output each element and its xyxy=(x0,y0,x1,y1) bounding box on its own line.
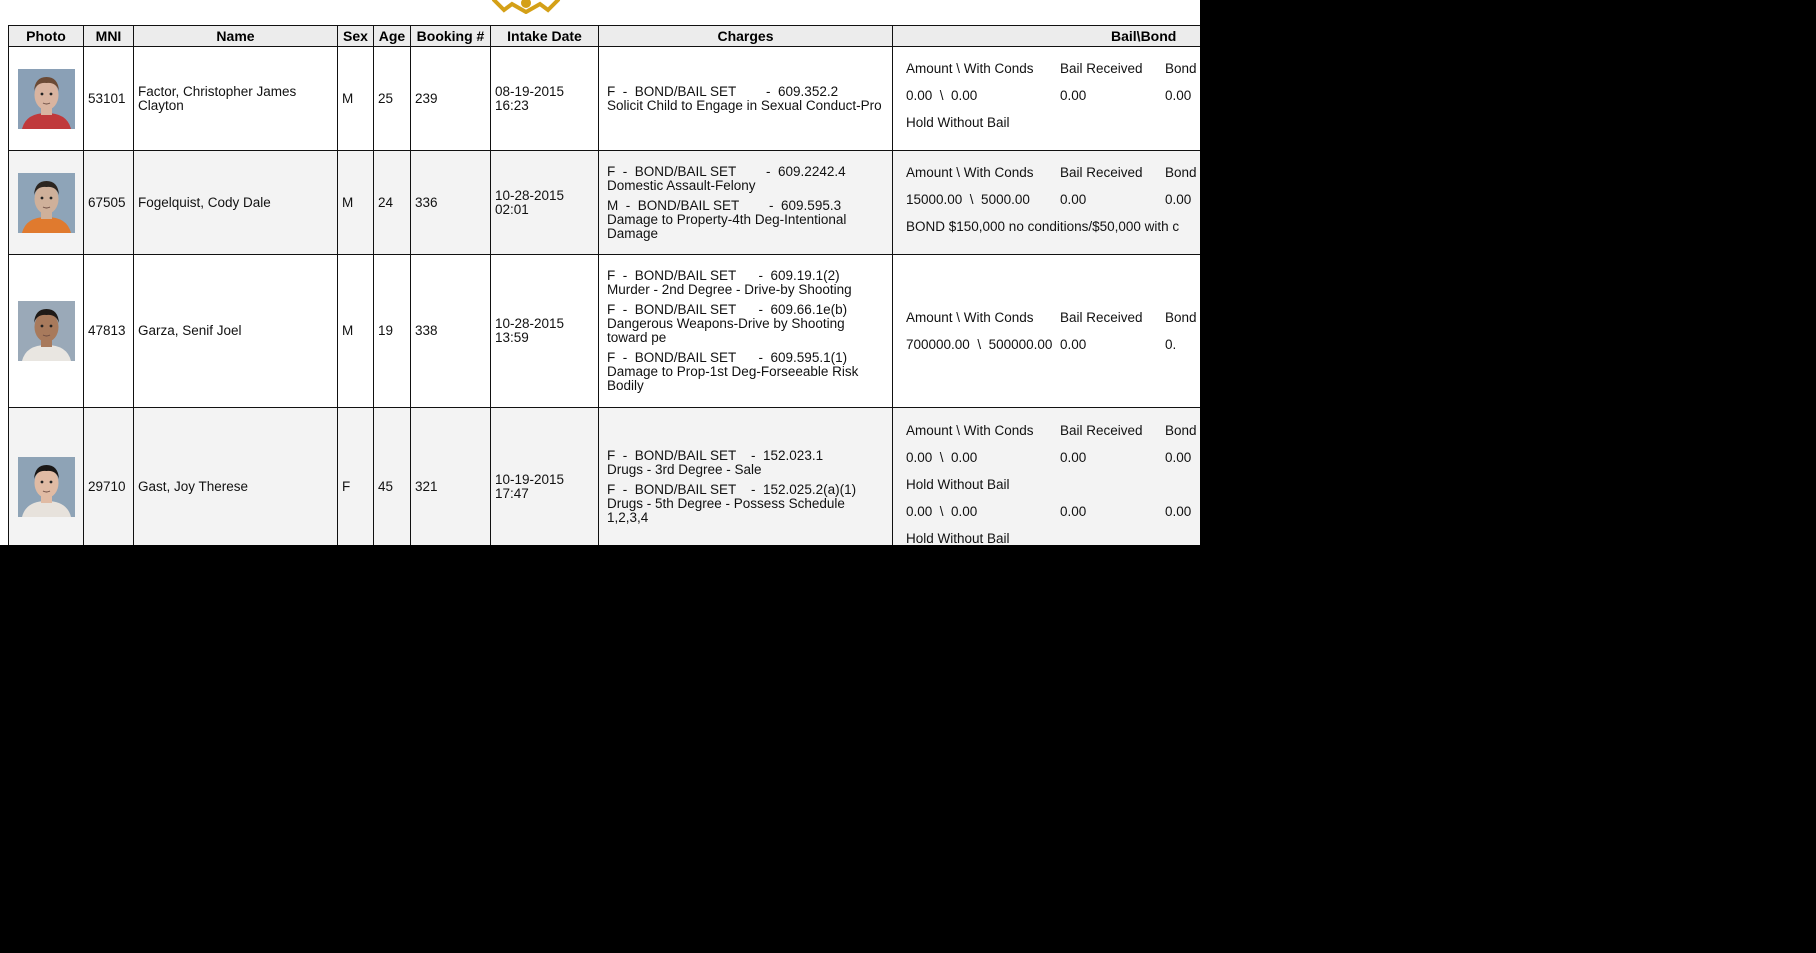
mugshot-photo xyxy=(18,457,75,517)
bail-labels xyxy=(906,424,1200,438)
mugshot-photo xyxy=(18,173,75,233)
table-header-row xyxy=(9,26,1201,47)
bail-amount: 15000.00 \ 5000.00 xyxy=(906,192,1030,207)
intake-date-cell xyxy=(491,47,599,151)
sex-cell: M xyxy=(338,255,374,408)
bail-values xyxy=(906,193,1200,207)
bail-received-label: Bail Received xyxy=(1060,422,1143,438)
bail-values xyxy=(906,338,1200,352)
bail-cell xyxy=(893,255,1201,408)
charge-item xyxy=(607,269,884,297)
bail-values xyxy=(906,89,1200,103)
photo-cell xyxy=(9,151,84,255)
intake-date: 10-28-2015 xyxy=(495,187,565,203)
bail-entry xyxy=(906,424,1200,492)
bail-received: 0.00 xyxy=(1060,88,1087,103)
charge-item xyxy=(607,85,884,113)
bond-label: Bond xyxy=(1165,165,1197,180)
bail-cell xyxy=(893,47,1201,151)
bail-received: 0.00 xyxy=(1060,336,1087,352)
col-booking: Booking # xyxy=(411,26,491,47)
charge-code: F - BOND/BAIL SET - 152.025.2(a)(1) xyxy=(607,482,857,497)
bond-amount: 0.00 xyxy=(1165,88,1192,103)
bail-cell xyxy=(893,151,1201,255)
charge-item xyxy=(607,351,884,393)
col-sex: Sex xyxy=(338,26,374,47)
bail-entry xyxy=(906,505,1200,546)
bail-entry xyxy=(906,166,1200,234)
bail-note: Hold Without Bail xyxy=(906,530,1010,545)
bail-amount-label: Amount \ With Conds xyxy=(906,422,1034,438)
bond-label: Bond xyxy=(1165,309,1197,325)
mugshot-photo xyxy=(18,69,75,129)
bail-amount: 0.00 \ 0.00 xyxy=(906,449,978,465)
bail-amount: 700000.00 \ 500000.00 xyxy=(906,336,1053,352)
charge-description: Damage to Property-4th Deg-Intentional Damage xyxy=(607,211,847,241)
charge-description: Domestic Assault-Felony xyxy=(607,177,756,193)
bail-values xyxy=(906,505,1200,519)
booking-cell: 336 xyxy=(411,151,491,255)
bail-values xyxy=(906,451,1200,465)
intake-time: 16:23 xyxy=(495,97,529,113)
name-cell: Garza, Senif Joel xyxy=(134,255,338,408)
bail-received-label: Bail Received xyxy=(1060,61,1143,76)
bail-entry xyxy=(906,62,1200,130)
bail-amount-label: Amount \ With Conds xyxy=(906,309,1034,325)
mni-cell: 53101 xyxy=(84,47,134,151)
name-cell: Fogelquist, Cody Dale xyxy=(134,151,338,255)
charge-code: M - BOND/BAIL SET - 609.595.3 xyxy=(607,197,842,213)
charge-description: Solicit Child to Engage in Sexual Conduct-Pro xyxy=(607,97,882,113)
name-cell: Gast, Joy Therese xyxy=(134,408,338,546)
charges-cell xyxy=(599,47,893,151)
bond-amount: 0.00 xyxy=(1165,449,1192,465)
charges-cell xyxy=(599,151,893,255)
bond-label: Bond xyxy=(1165,422,1197,438)
mni-cell: 67505 xyxy=(84,151,134,255)
bail-amount-label: Amount \ With Conds xyxy=(906,165,1034,180)
charge-description: Murder - 2nd Degree - Drive-by Shooting xyxy=(607,282,852,297)
bond-label: Bond xyxy=(1165,61,1197,76)
charge-code: F - BOND/BAIL SET - 609.2242.4 xyxy=(607,163,846,179)
charge-item xyxy=(607,483,884,525)
col-name: Name xyxy=(134,26,338,47)
photo-cell xyxy=(9,408,84,546)
bond-amount: 0.00 xyxy=(1165,503,1192,519)
bail-note: Hold Without Bail xyxy=(906,476,1010,492)
bail-amount: 0.00 \ 0.00 xyxy=(906,88,978,103)
col-bail-bond: Bail\Bond xyxy=(893,26,1201,47)
intake-date: 10-28-2015 xyxy=(495,316,565,331)
intake-time: 13:59 xyxy=(495,330,529,345)
intake-time: 02:01 xyxy=(495,201,529,217)
charge-item xyxy=(607,165,884,193)
sheriff-star-badge-icon xyxy=(486,0,566,14)
col-intake-date: Intake Date xyxy=(491,26,599,47)
charges-cell xyxy=(599,255,893,408)
charge-code: F - BOND/BAIL SET - 609.352.2 xyxy=(607,83,839,99)
bail-labels xyxy=(906,311,1200,325)
photo-cell xyxy=(9,47,84,151)
bond-amount: 0. xyxy=(1165,336,1177,352)
charge-code: F - BOND/BAIL SET - 152.023.1 xyxy=(607,448,824,463)
table-row xyxy=(9,255,1201,408)
booking-cell: 321 xyxy=(411,408,491,546)
bail-note: Hold Without Bail xyxy=(906,115,1010,130)
bail-labels xyxy=(906,166,1200,180)
sex-cell: F xyxy=(338,408,374,546)
table-row xyxy=(9,408,1201,546)
sex-cell: M xyxy=(338,47,374,151)
intake-date-cell xyxy=(491,151,599,255)
bail-cell xyxy=(893,408,1201,546)
roster-sheet xyxy=(0,0,1200,545)
bail-note: BOND $150,000 no conditions/$50,000 with c xyxy=(906,219,1180,234)
bail-labels xyxy=(906,62,1200,76)
inmate-roster-table xyxy=(8,25,1200,545)
intake-date-cell xyxy=(491,408,599,546)
bail-amount: 0.00 \ 0.00 xyxy=(906,503,978,519)
age-cell: 19 xyxy=(374,255,411,408)
intake-date-cell xyxy=(491,255,599,408)
col-age: Age xyxy=(374,26,411,47)
photo-cell xyxy=(9,255,84,408)
age-cell: 25 xyxy=(374,47,411,151)
table-row xyxy=(9,151,1201,255)
charge-code: F - BOND/BAIL SET - 609.595.1(1) xyxy=(607,350,848,365)
col-charges: Charges xyxy=(599,26,893,47)
booking-cell: 239 xyxy=(411,47,491,151)
charge-item xyxy=(607,449,884,477)
charge-item xyxy=(607,303,884,345)
charge-description: Dangerous Weapons-Drive by Shooting toward pe xyxy=(607,316,845,345)
charges-cell xyxy=(599,408,893,546)
bond-amount: 0.00 xyxy=(1165,192,1192,207)
col-mni: MNI xyxy=(84,26,134,47)
name-cell: Factor, Christopher James Clayton xyxy=(134,47,338,151)
age-cell: 24 xyxy=(374,151,411,255)
intake-date: 08-19-2015 xyxy=(495,83,565,99)
sex-cell: M xyxy=(338,151,374,255)
bail-received-label: Bail Received xyxy=(1060,165,1143,180)
charge-description: Damage to Prop-1st Deg-Forseeable Risk Bodily xyxy=(607,364,859,393)
charge-item xyxy=(607,199,884,241)
charge-description: Drugs - 3rd Degree - Sale xyxy=(607,462,762,477)
bail-received: 0.00 xyxy=(1060,503,1087,519)
mugshot-photo xyxy=(18,301,75,361)
bail-received: 0.00 xyxy=(1060,192,1087,207)
intake-date: 10-19-2015 xyxy=(495,472,565,487)
bail-received: 0.00 xyxy=(1060,449,1087,465)
booking-cell: 338 xyxy=(411,255,491,408)
bail-received-label: Bail Received xyxy=(1060,309,1143,325)
mni-cell: 47813 xyxy=(84,255,134,408)
intake-time: 17:47 xyxy=(495,486,529,501)
table-row xyxy=(9,47,1201,151)
mni-cell: 29710 xyxy=(84,408,134,546)
charge-description: Drugs - 5th Degree - Possess Schedule 1,2,3,4 xyxy=(607,496,845,525)
age-cell: 45 xyxy=(374,408,411,546)
bail-amount-label: Amount \ With Conds xyxy=(906,61,1034,76)
charge-code: F - BOND/BAIL SET - 609.66.1e(b) xyxy=(607,302,848,317)
bail-entry xyxy=(906,311,1200,352)
col-photo: Photo xyxy=(9,26,84,47)
charge-code: F - BOND/BAIL SET - 609.19.1(2) xyxy=(607,268,840,283)
